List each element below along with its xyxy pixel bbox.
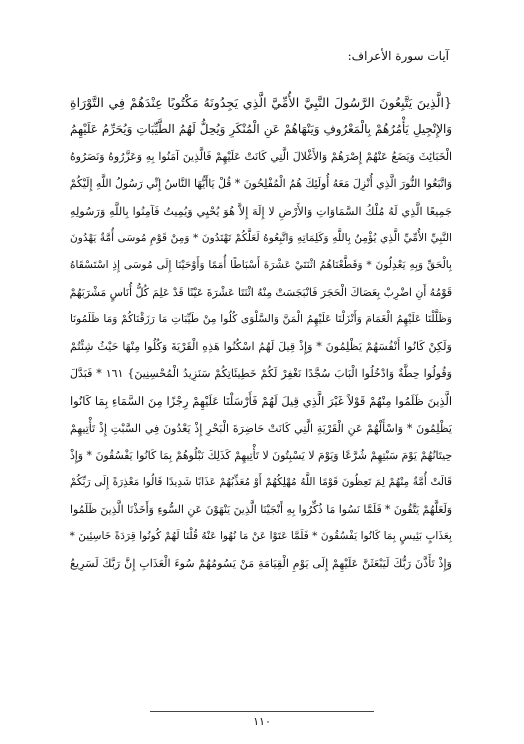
text-line: جَمِيعًا الَّذِي لَهُ مُلْكُ السَّمَاوَاتِ وَالأَرْضِ لا إِلَهَ إِلاَّ هُوَ يُحْيِي وَيُمِيتُ فَآمِنُوا بِاللَّهِ وَرَسُولِهِ bbox=[70, 204, 452, 218]
text-line: وَقُولُوا حِطَّةٌ وَادْخُلُوا الْبَابَ سُجَّدًا نَغْفِرْ لَكُمْ خَطِيئَاتِكُمْ سَنَزِيدُ الْمُحْسِنِينَ} ١٦١ * فَبَدَّلَ bbox=[70, 367, 452, 381]
page-number: ١١٠ bbox=[253, 715, 271, 728]
text-line: وَلَكِنْ كَانُوا أَنْفُسَهُمْ يَظْلِمُونَ * وَإِذْ قِيلَ لَهُمُ اسْكُنُوا هَذِهِ الْقَرْيَةَ وَكُلُوا مِنْهَا حَيْثُ شِئْتُمْ bbox=[70, 340, 452, 354]
text-line: النَّبِيِّ الأُمِّيِّ الَّذِي يُؤْمِنُ بِاللَّهِ وَكَلِمَاتِهِ وَاتَّبِعُوهُ لَعَلَّكُمْ تَهْتَدُونَ * وَمِنْ قَوْمِ مُوسَى أُمَّةٌ يَهْدُونَ bbox=[70, 231, 452, 244]
text-line: وَلَعَلَّهُمْ يَتَّقُونَ * فَلَمَّا نَسُوا مَا ذُكِّرُوا بِهِ أَنْجَيْنَا الَّذِينَ يَنْهَوْنَ عَنِ السُّوءِ وَأَخَذْنَا الَّذِينَ ظَلَمُوا bbox=[70, 503, 452, 517]
section-heading: آيات سورة الأعراف: bbox=[347, 49, 449, 63]
verse-text-block bbox=[70, 89, 452, 578]
text-line: وَالإِنْجِيلِ يَأْمُرُهُمْ بِالْمَعْرُوفِ وَيَنْهَاهُمْ عَنِ الْمُنْكَرِ وَيُحِلُّ لَهُمُ الطَّيِّبَاتِ وَيُحَرِّمُ عَلَيْهِمُ bbox=[70, 122, 452, 137]
text-line: قَوْمُهُ أَنِ اضْرِبْ بِعَصَاكَ الْحَجَرَ فَانْبَجَسَتْ مِنْهُ اثْنَتَا عَشْرَةَ عَيْنًا قَدْ عَلِمَ كُلُّ أُنَاسٍ مَشْرَبَهُمْ bbox=[70, 285, 452, 299]
text-line: الْخَبَائِثَ وَيَضَعُ عَنْهُمْ إِصْرَهُمْ وَالأَغْلالَ الَّتِي كَانَتْ عَلَيْهِمْ فَالَّذِينَ آمَنُوا بِهِ وَعَزَّرُوهُ وَنَصَرُوهُ bbox=[70, 150, 452, 164]
text-line: بِالْحَقِّ وَبِهِ يَعْدِلُونَ * وَقَطَّعْنَاهُمُ اثْنَتَيْ عَشْرَةَ أَسْبَاطًا أُمَمًا وَأَوْحَيْنَا إِلَى مُوسَى إِذِ اسْتَسْقَاهُ bbox=[70, 258, 452, 271]
text-line: يَظْلِمُونَ * وَاسْأَلْهُمْ عَنِ الْقَرْيَةِ الَّتِي كَانَتْ حَاضِرَةَ الْبَحْرِ إِذْ يَعْدُونَ فِي السَّبْتِ إِذْ تَأْتِيهِمْ bbox=[70, 421, 452, 435]
text-line: وَإِذْ تَأَذَّنَ رَبُّكَ لَيَبْعَثَنَّ عَلَيْهِمْ إِلَى يَوْمِ الْقِيَامَةِ مَنْ يَسُومُهُمْ سُوءَ الْعَذَابِ إِنَّ رَبَّكَ لَسَرِيعُ bbox=[70, 557, 452, 571]
text-line: وَاتَّبَعُوا النُّورَ الَّذِي أُنْزِلَ مَعَهُ أُولَئِكَ هُمُ الْمُفْلِحُونَ * قُلْ يَاأَيُّهَا النَّاسُ إِنِّي رَسُولُ اللَّهِ إِلَيْكُمْ bbox=[70, 177, 452, 191]
text-line: قَالَتْ أُمَّةٌ مِنْهُمْ لِمَ تَعِظُونَ قَوْمًا اللَّهُ مُهْلِكُهُمْ أَوْ مُعَذِّبُهُمْ عَذَابًا شَدِيدًا قَالُوا مَعْذِرَةً إِلَى رَبِّكُمْ bbox=[70, 475, 452, 488]
text-line: حِيتَانُهُمْ يَوْمَ سَبْتِهِمْ شُرَّعًا وَيَوْمَ لا يَسْبِتُونَ لا تَأْتِيهِمْ كَذَلِكَ نَبْلُوهُمْ بِمَا كَانُوا يَفْسُقُونَ * وَإِذْ bbox=[70, 448, 452, 462]
text-line: {الَّذِينَ يَتَّبِعُونَ الرَّسُولَ النَّبِيَّ الأُمِّيَّ الَّذِي يَجِدُونَهُ مَكْتُوبًا عِنْدَهُمْ فِي التَّوْرَاةِ bbox=[70, 95, 452, 110]
text-line: بِعَذَابٍ بَئِيسٍ بِمَا كَانُوا يَفْسُقُونَ * فَلَمَّا عَتَوْا عَنْ مَا نُهُوا عَنْهُ قُلْنَا لَهُمْ كُونُوا قِرَدَةً خَاسِئِينَ * bbox=[70, 530, 452, 543]
text-line: وَظَلَّلْنَا عَلَيْهِمُ الْغَمَامَ وَأَنْزَلْنَا عَلَيْهِمُ الْمَنَّ وَالسَّلْوَى كُلُوا مِنْ طَيِّبَاتِ مَا رَزَقْنَاكُمْ وَمَا ظَلَمُونَا bbox=[70, 313, 452, 326]
text-line: الَّذِينَ ظَلَمُوا مِنْهُمْ قَوْلاً غَيْرَ الَّذِي قِيلَ لَهُمْ فَأَرْسَلْنَا عَلَيْهِمْ رِجْزًا مِنَ السَّمَاءِ بِمَا كَانُوا bbox=[70, 393, 452, 408]
footer-rule bbox=[150, 711, 374, 712]
